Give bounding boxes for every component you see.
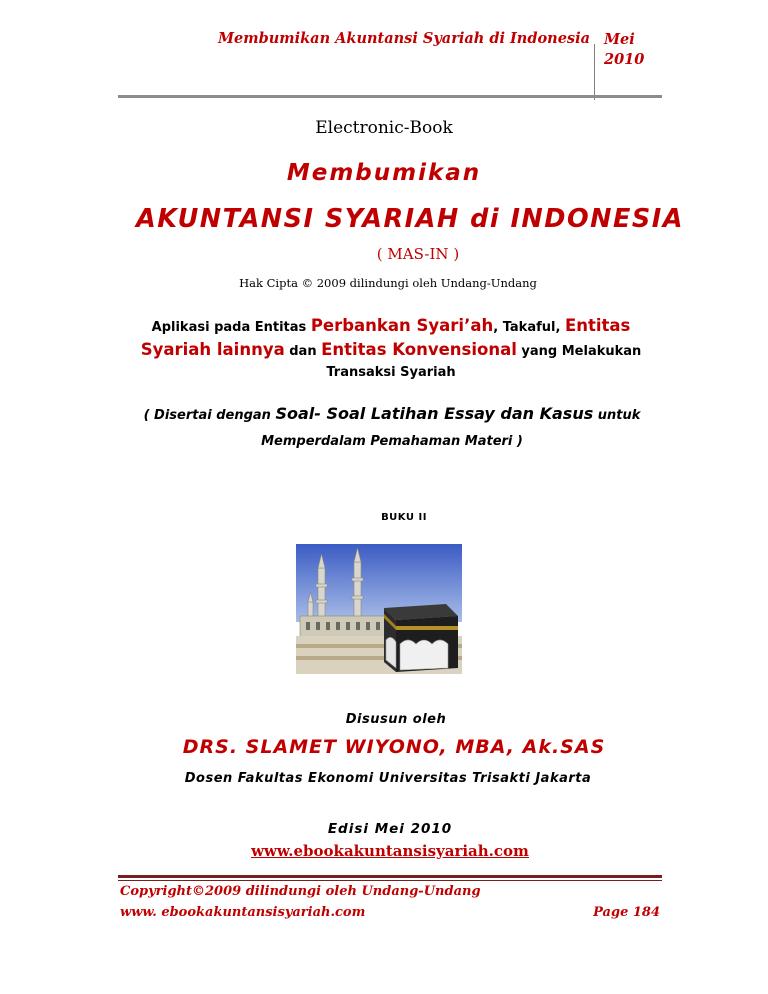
app-highlight: Perbankan Syari’ah [310, 316, 494, 335]
note-text: ( Disertai dengan [143, 408, 276, 423]
app-text: Aplikasi pada Entitas [151, 320, 311, 335]
note-line-1 [112, 400, 672, 430]
note-emphasis: Soal- Soal Latihan Essay dan Kasus [275, 404, 594, 423]
page-number: Page 184 [593, 905, 660, 920]
footer-copyright: Copyright©2009 dilindungi oleh Undang-Undang [120, 884, 481, 899]
footer-website: www. ebookakuntansisyariah.com [120, 905, 366, 920]
header-date [604, 30, 664, 70]
website [6, 842, 768, 860]
copyright-note: Hak Cipta © 2009 dilindungi oleh Undang-Undang [239, 276, 537, 290]
app-text: , Takaful, [493, 320, 565, 335]
app-highlight: Entitas [564, 316, 631, 335]
book-label: BUKU II [381, 512, 427, 523]
header-title: Membumikan Akuntansi Syariah di Indonesia [217, 30, 590, 47]
compiled-by-label: Disusun oleh [345, 712, 447, 727]
acronym: ( MAS-IN ) [376, 245, 460, 263]
kaaba-mosque-illustration [296, 544, 462, 674]
footer-rule [118, 875, 662, 878]
footer-rule-thin [118, 880, 662, 881]
header-month: Mei [604, 31, 635, 48]
application-line-3: Transaksi Syariah [326, 365, 456, 380]
website-link[interactable]: www.ebookakuntansisyariah.com [251, 842, 529, 860]
footer-row [120, 905, 660, 920]
app-text: yang Melakukan [516, 344, 642, 359]
app-highlight: Syariah lainnya [140, 340, 285, 359]
title-line-1: Membumikan [286, 160, 482, 186]
author-name: DRS. SLAMET WIYONO, MBA, Ak.SAS [182, 736, 606, 758]
note-line-2: Memperdalam Pemahaman Materi ) [261, 434, 523, 449]
app-highlight: Entitas Konvensional [321, 340, 517, 359]
app-text: dan [284, 344, 322, 359]
header-rule [118, 95, 662, 98]
author-affiliation: Dosen Fakultas Ekonomi Universitas Trisakti Jakarta [184, 771, 592, 786]
header-divider [594, 44, 595, 100]
ebook-label: Electronic-Book [315, 118, 453, 138]
header-year: 2010 [604, 51, 645, 68]
application-line-1 [118, 314, 664, 340]
title-line-2: AKUNTANSI SYARIAH di INDONESIA [136, 204, 684, 234]
edition: Edisi Mei 2010 [327, 821, 453, 837]
note-text: untuk [593, 408, 641, 423]
